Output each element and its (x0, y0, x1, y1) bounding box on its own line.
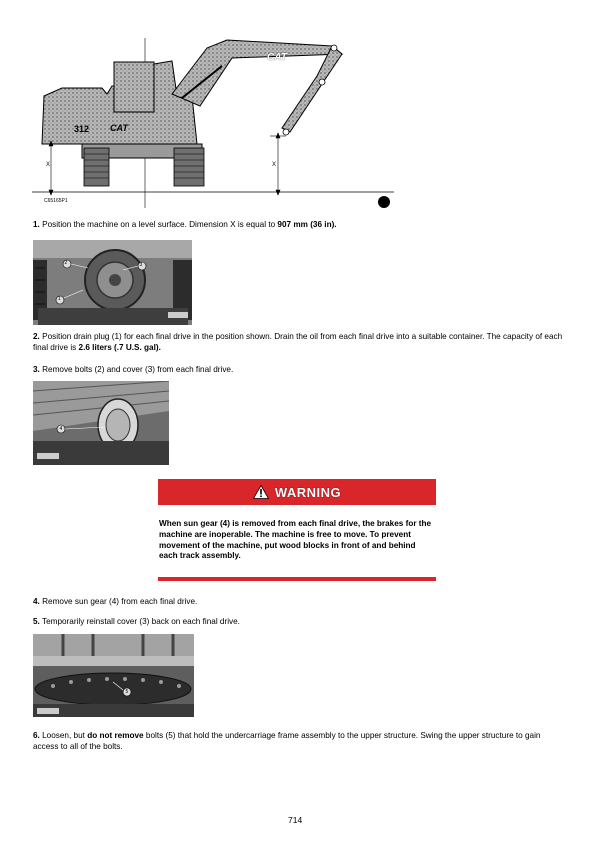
callout-1: 1 (58, 296, 61, 302)
warning-banner (158, 479, 436, 505)
step-number: 4. (33, 597, 40, 606)
undercarriage-bolts-photo (33, 634, 194, 717)
step-3 (33, 364, 563, 375)
step-text: Temporarily reinstall cover (3) back on each final drive. (41, 617, 240, 626)
step-6 (33, 730, 563, 752)
figure-caption: C65165P1 (44, 198, 68, 204)
cab-logo: CAT (110, 123, 128, 133)
warning-bottom-rule (158, 577, 436, 581)
step-number: 5. (33, 617, 40, 626)
page-number: 714 (288, 815, 303, 825)
step-text: Loosen, but (42, 731, 88, 740)
warning-triangle-icon (253, 485, 269, 499)
step-5 (33, 616, 563, 627)
step-4 (33, 596, 563, 607)
dimension-x-label-left: X (46, 162, 51, 168)
dimension-x-label-right: X (272, 162, 277, 168)
step-text-cont: bolts (5) that hold the undercarriage frame assembly to the upper structure. Swing the upper structure to gain access to all of the bolts. (33, 731, 541, 752)
step-2 (33, 331, 563, 353)
callout-3: 3 (139, 262, 143, 268)
step-text: Position the machine on a level surface. Dimension X is equal to (42, 220, 278, 229)
final-drive-photo (33, 240, 192, 325)
step-1 (33, 219, 563, 230)
step-value: 907 mm (36 in). (277, 220, 337, 229)
cab-number: 312 (74, 124, 90, 134)
callout-4: 4 (59, 426, 63, 432)
step-number: 1. (33, 220, 40, 229)
step-value: 2.6 liters (.7 U.S. gal). (78, 343, 161, 353)
warning-text: When sun gear (4) is removed from each final drive, the brakes for the machine are inoperable. The machine is free to move. To prevent movement of the machine, put wood blocks in front of and behind each track assembly. (159, 519, 432, 561)
step-number: 6. (33, 731, 40, 740)
step-number: 2. (33, 332, 40, 341)
callout-2: 2 (64, 260, 68, 266)
step-number: 3. (33, 365, 40, 374)
step-text: Remove sun gear (4) from each final drive. (42, 597, 198, 606)
step-emphasis: do not remove (87, 731, 144, 740)
step-text: Position drain plug (1) for each final drive in the position shown. Drain the oil from each final drive into a suitable container. The capacity of each final drive is (33, 332, 563, 353)
callout-5: 5 (125, 689, 129, 695)
warning-heading: WARNING (274, 484, 342, 500)
sun-gear-photo (33, 381, 169, 465)
boom-logo: CAT (267, 52, 287, 63)
step-text: Remove bolts (2) and cover (3) from each final drive. (42, 365, 234, 374)
excavator-figure (32, 36, 394, 208)
